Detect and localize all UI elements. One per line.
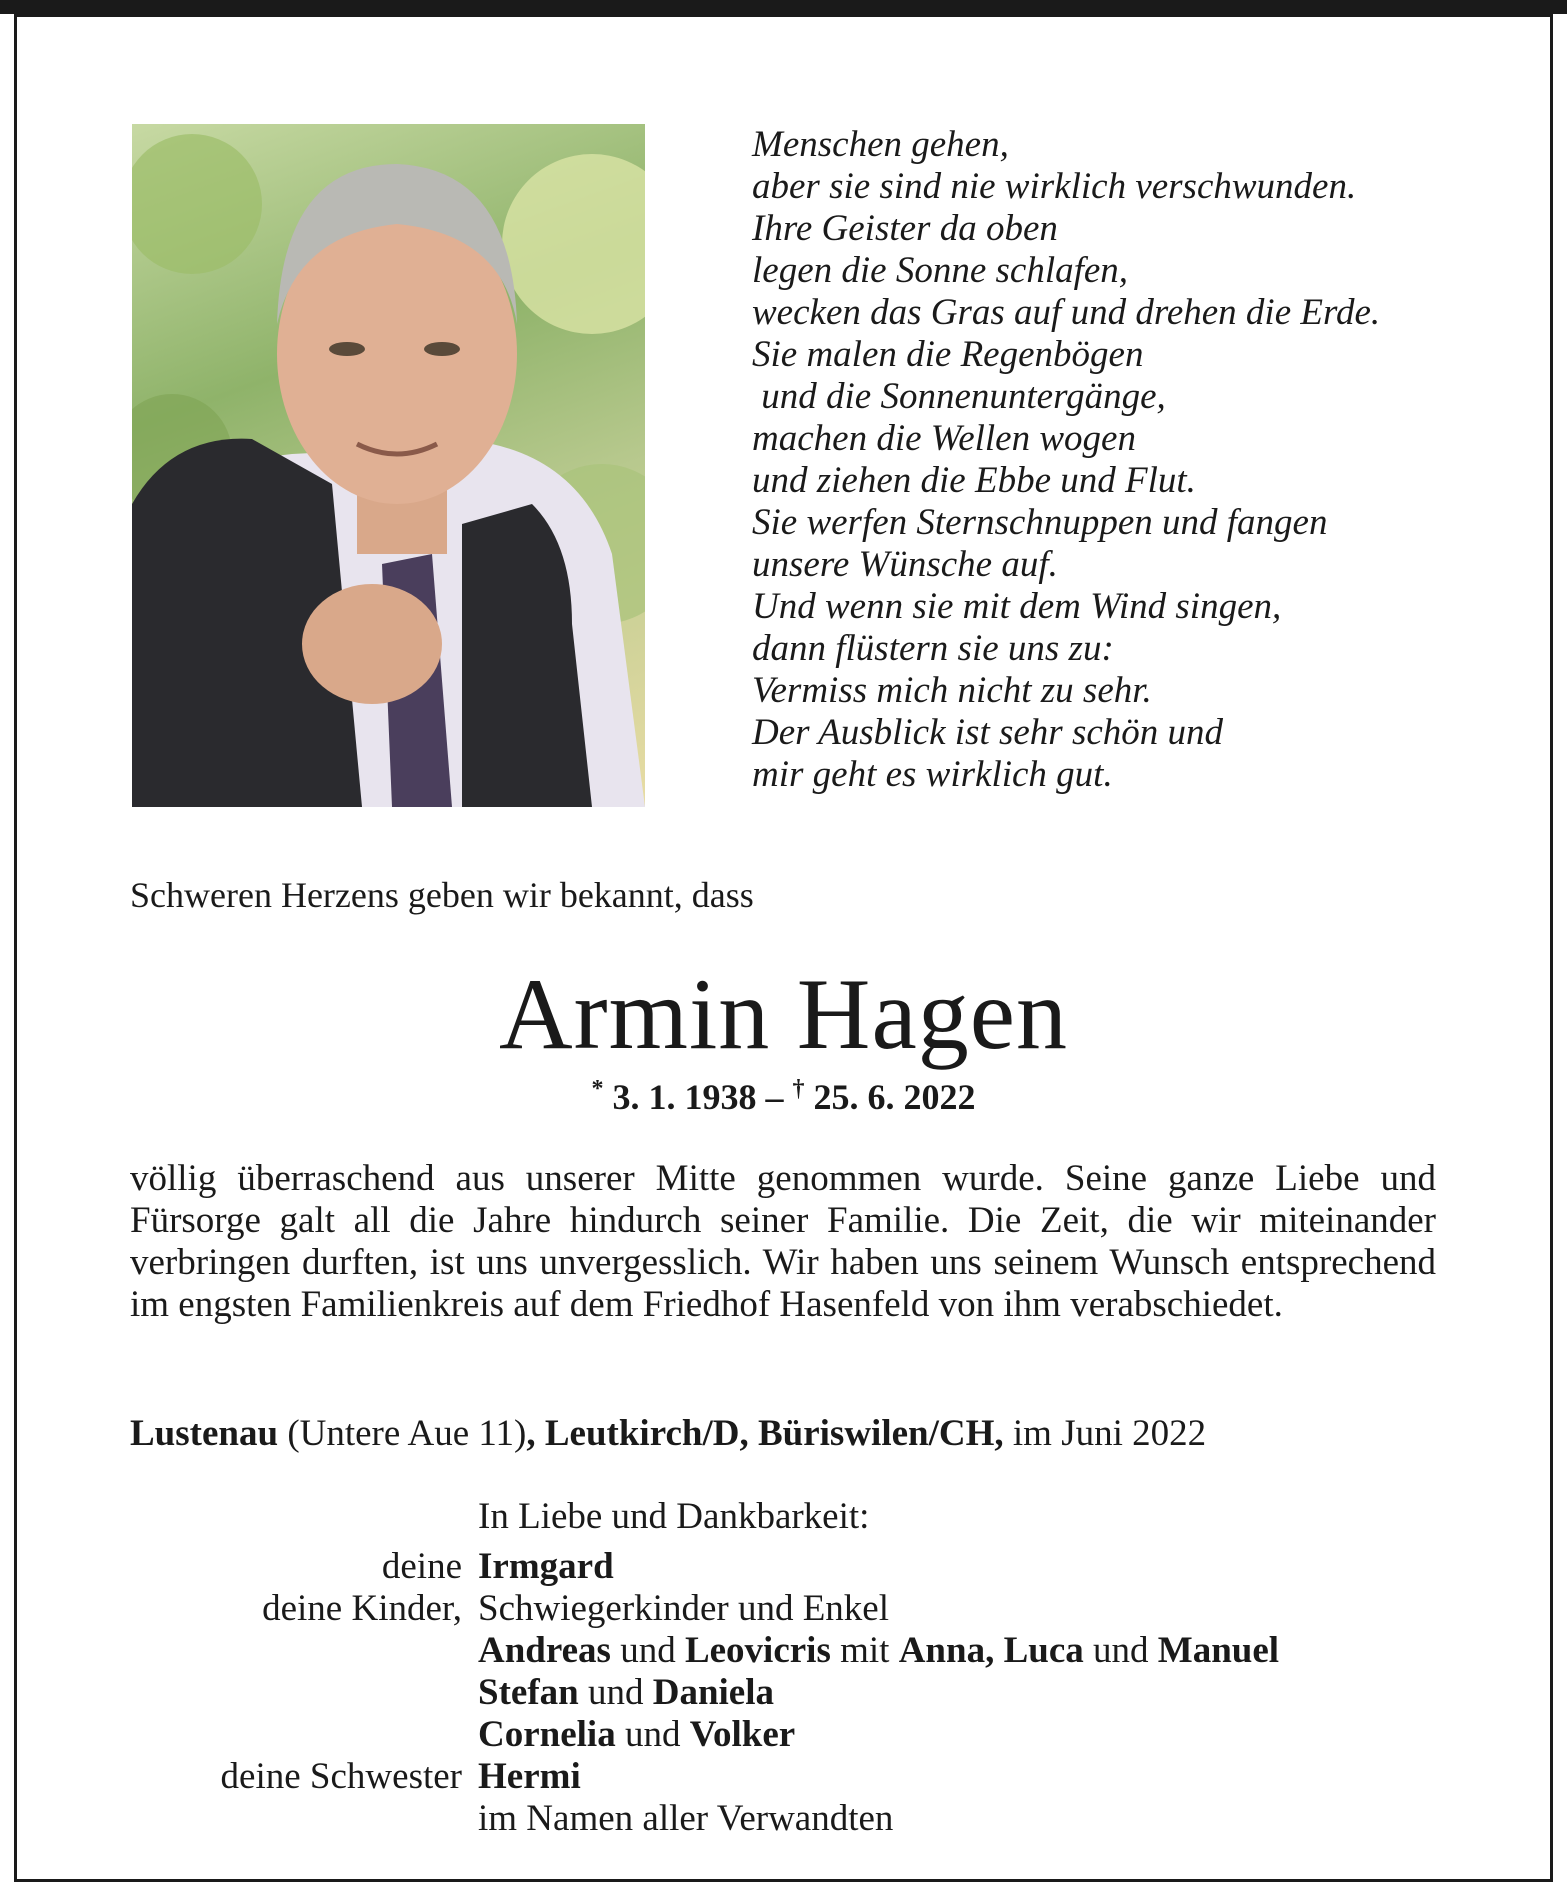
top-border [0, 0, 1567, 14]
signoff-row [130, 1756, 1450, 1798]
family-name: Volker [689, 1714, 796, 1755]
connector: und [615, 1714, 690, 1755]
portrait-photo [132, 124, 645, 807]
signoff-row [130, 1714, 1450, 1756]
signoff-row [130, 1546, 1450, 1588]
poem-line: aber sie sind nie wirklich verschwunden. [752, 166, 1357, 207]
announcement-body: völlig überraschend aus unserer Mitte genommen wurde. Seine ganze Liebe und Fürsorge galt all die Jahre hindurch seiner Familie. Die Zeit, die wir miteinander verbringen durften, ist uns unvergesslich. Wir haben uns seinem Wunsch entsprechend im engsten Familienkreis auf dem Friedhof Hasenfeld von ihm verabschiedet. [130, 1158, 1436, 1325]
kids-text: Schwiegerkinder und Enkel [478, 1588, 889, 1629]
poem-line: Sie malen die Regenbögen [752, 334, 1144, 375]
poem-line: Menschen gehen, [752, 124, 1009, 165]
place-address: (Untere Aue 11) [278, 1413, 527, 1454]
closing-text: im Namen aller Verwandten [478, 1798, 894, 1839]
signoff-row [130, 1798, 1450, 1840]
poem-line: legen die Sonne schlafen, [752, 250, 1129, 291]
poem-line: machen die Wellen wogen [752, 418, 1136, 459]
wife-label: deine [381, 1546, 462, 1587]
family-name: Anna, Luca [898, 1630, 1084, 1671]
signoff-row [130, 1588, 1450, 1630]
signoff-row [130, 1672, 1450, 1714]
connector: und [578, 1672, 653, 1713]
family-name: Manuel [1157, 1630, 1280, 1671]
signoff-heading: In Liebe und Dankbarkeit: [478, 1496, 870, 1537]
family-name: Leovicris [684, 1630, 831, 1671]
poem-line: Ihre Geister da oben [752, 208, 1058, 249]
life-dates [0, 1076, 1567, 1118]
poem-line: dann flüstern sie uns zu: [752, 628, 1114, 669]
signoff-row [130, 1496, 1450, 1538]
poem-line: mir geht es wirklich gut. [752, 754, 1113, 795]
poem-line: unsere Wünsche auf. [752, 544, 1058, 585]
poem [752, 124, 1512, 796]
poem-line: und die Sonnenuntergänge, [752, 376, 1166, 417]
family-name: Cornelia [478, 1714, 616, 1755]
place-date: im Juni 2022 [1003, 1413, 1207, 1454]
deceased-name: Armin Hagen [498, 958, 1068, 1071]
connector: und [1083, 1630, 1158, 1671]
poem-line: wecken das Gras auf und drehen die Erde. [752, 292, 1381, 333]
place-others: , Leutkirch/D, Büriswilen/CH, [526, 1413, 1004, 1454]
poem-line: und ziehen die Ebbe und Flut. [752, 460, 1196, 501]
signoff-row [130, 1630, 1450, 1672]
death-mark: † [792, 1076, 805, 1102]
death-date: 25. 6. 2022 [813, 1077, 976, 1117]
poem-line: Sie werfen Sternschnuppen und fangen [752, 502, 1328, 543]
intro-text: Schweren Herzens geben wir bekannt, dass [130, 875, 754, 915]
connector: und [610, 1630, 685, 1671]
kids-label: deine Kinder, [262, 1588, 462, 1629]
family-name: Andreas [478, 1630, 611, 1671]
birth-date: 3. 1. 1938 [612, 1077, 757, 1117]
poem-line: Der Ausblick ist sehr schön und [752, 712, 1224, 753]
birth-mark: * [591, 1076, 604, 1102]
place-town: Lustenau [130, 1413, 279, 1454]
place-line [130, 1412, 1450, 1455]
wife-name: Irmgard [478, 1546, 614, 1587]
connector: mit [830, 1630, 899, 1671]
family-name: Daniela [652, 1672, 775, 1713]
sister-name: Hermi [478, 1756, 581, 1797]
family-name: Stefan [478, 1672, 579, 1713]
signoff [130, 1496, 1450, 1840]
poem-line: Und wenn sie mit dem Wind singen, [752, 586, 1282, 627]
poem-line: Vermiss mich nicht zu sehr. [752, 670, 1152, 711]
sister-label: deine Schwester [220, 1756, 462, 1797]
date-separator: – [756, 1077, 793, 1117]
portrait-illustration [132, 124, 645, 807]
